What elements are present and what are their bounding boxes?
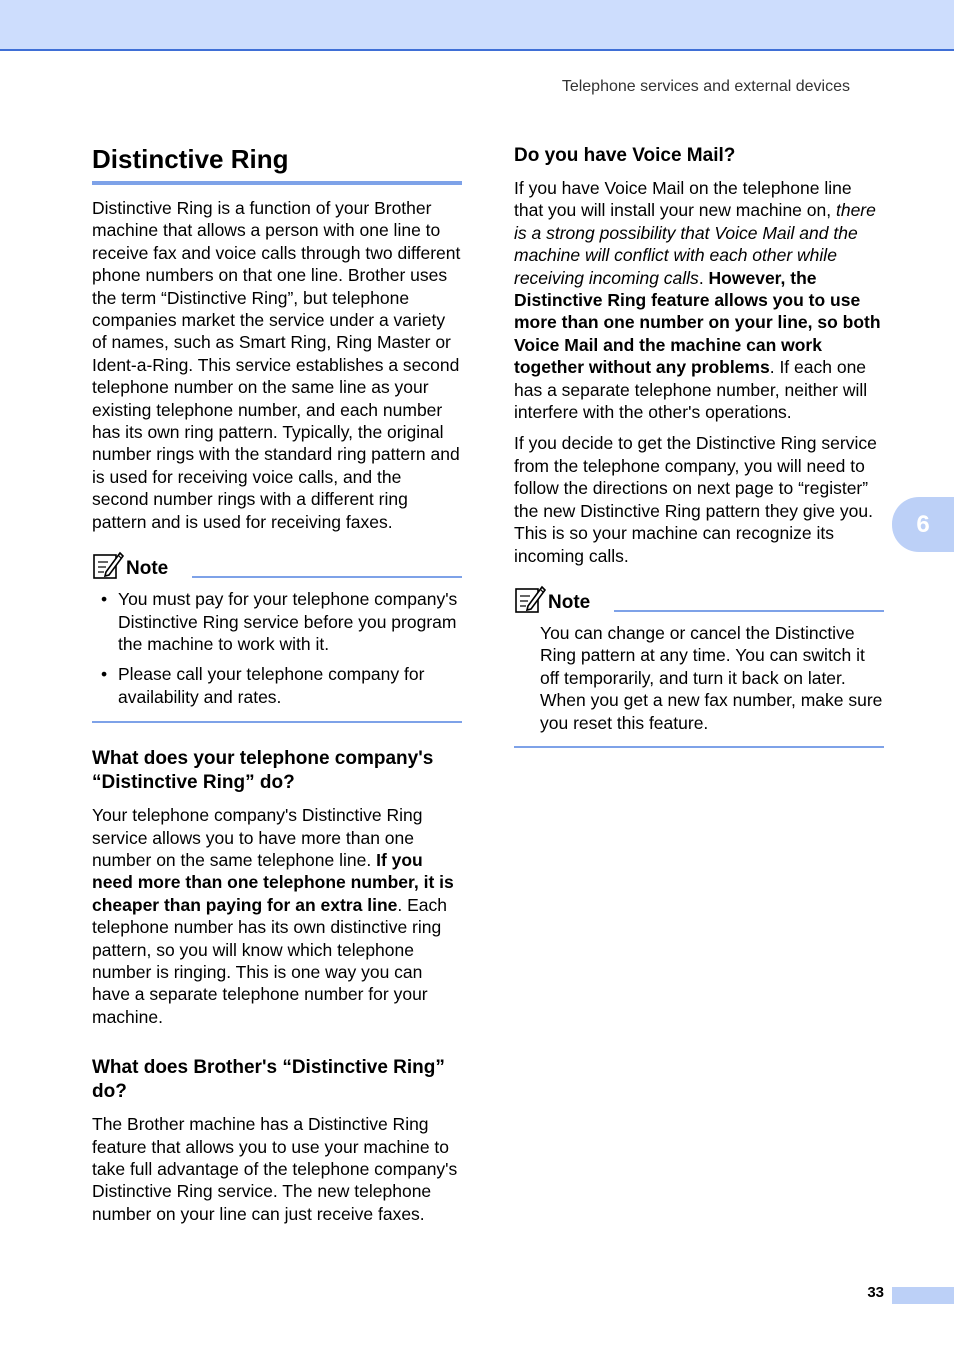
note-label: Note xyxy=(548,591,591,613)
section-heading-telco: What does your telephone company's “Distinctive Ring” do? xyxy=(92,748,434,794)
section-paragraph-telco: Your telephone company's Distinctive Ring service allows you to have more than one number on the same telephone line. If you need more than one telephone number, it is cheaper than paying for an extra line. Each telephone number has its own distinctive ring pattern, so you will know which telephone number is ringing. This is one way you can have a separate telephone number for your machine. xyxy=(92,805,454,1027)
note-pencil-icon xyxy=(514,584,546,614)
top-color-band xyxy=(0,0,954,51)
note-pencil-icon xyxy=(92,550,124,580)
note-body xyxy=(92,580,462,723)
note-label: Note xyxy=(126,558,169,580)
note-text: You can change or cancel the Distinctive Ring pattern at any time. You can switch it off temporarily, and turn it back on later. When you get a new fax number, make sure you reset this feature. xyxy=(540,622,883,733)
chapter-tab: 6 xyxy=(892,497,954,552)
note-box-left xyxy=(92,548,462,723)
page-number: 33 xyxy=(867,1284,884,1301)
list-item: • Please call your telephone company for availability and rates. xyxy=(92,663,462,708)
intro-paragraph: Distinctive Ring is a function of your Brother machine that allows a person with one line to receive fax and voice calls through two different phone numbers on that one line. Brother uses the term “Distinctive Ring”, but telephone companies market the service under a variety of names, such as Smart Ring, Ring Master or Ident-a-Ring. This service establishes a second telephone number on the same line as your existing telephone number, and each number has its own ring pattern. Typically, the original number rings with the standard ring pattern and is used for receiving voice calls, and the second number rings with a different ring pattern and is used for receiving faxes. xyxy=(92,198,461,532)
page-title: Distinctive Ring xyxy=(92,140,462,185)
note-bullet-list xyxy=(92,588,462,708)
note-box-right xyxy=(514,582,884,748)
note-header xyxy=(514,582,884,614)
right-column xyxy=(514,140,884,748)
note-top-rule xyxy=(192,576,462,578)
note-top-rule xyxy=(614,610,884,612)
section-heading-brother: What does Brother's “Distinctive Ring” do? xyxy=(92,1057,445,1103)
note-body xyxy=(514,614,884,748)
running-header: Telephone services and external devices xyxy=(561,78,850,95)
page-number-bar xyxy=(892,1287,954,1304)
voicemail-paragraph-1: If you have Voice Mail on the telephone line that you will install your new machine on, there is a strong possibility that Voice Mail and the machine will conflict with each other while receiving incoming calls. However, the Distinctive Ring feature allows you to use more than one number on your line, so both Voice Mail and the machine can work together without any problems. If each one has a separate telephone number, neither will interfere with the other's operations. xyxy=(514,178,881,423)
section-paragraph-brother: The Brother machine has a Distinctive Ring feature that allows you to use your machine to take full advantage of the telephone company's Distinctive Ring service. The new telephone number on your line can just receive faxes. xyxy=(92,1114,458,1224)
left-column xyxy=(92,140,462,1225)
section-heading-voicemail: Do you have Voice Mail? xyxy=(514,145,736,166)
note-header xyxy=(92,548,462,580)
voicemail-paragraph-2: If you decide to get the Distinctive Ring service from the telephone company, you will need to follow the directions on next page to “register” the new Distinctive Ring pattern they give you. This is so your machine can recognize its incoming calls. xyxy=(514,433,877,566)
list-item: • You must pay for your telephone company's Distinctive Ring service before you program the machine to work with it. xyxy=(92,588,462,655)
